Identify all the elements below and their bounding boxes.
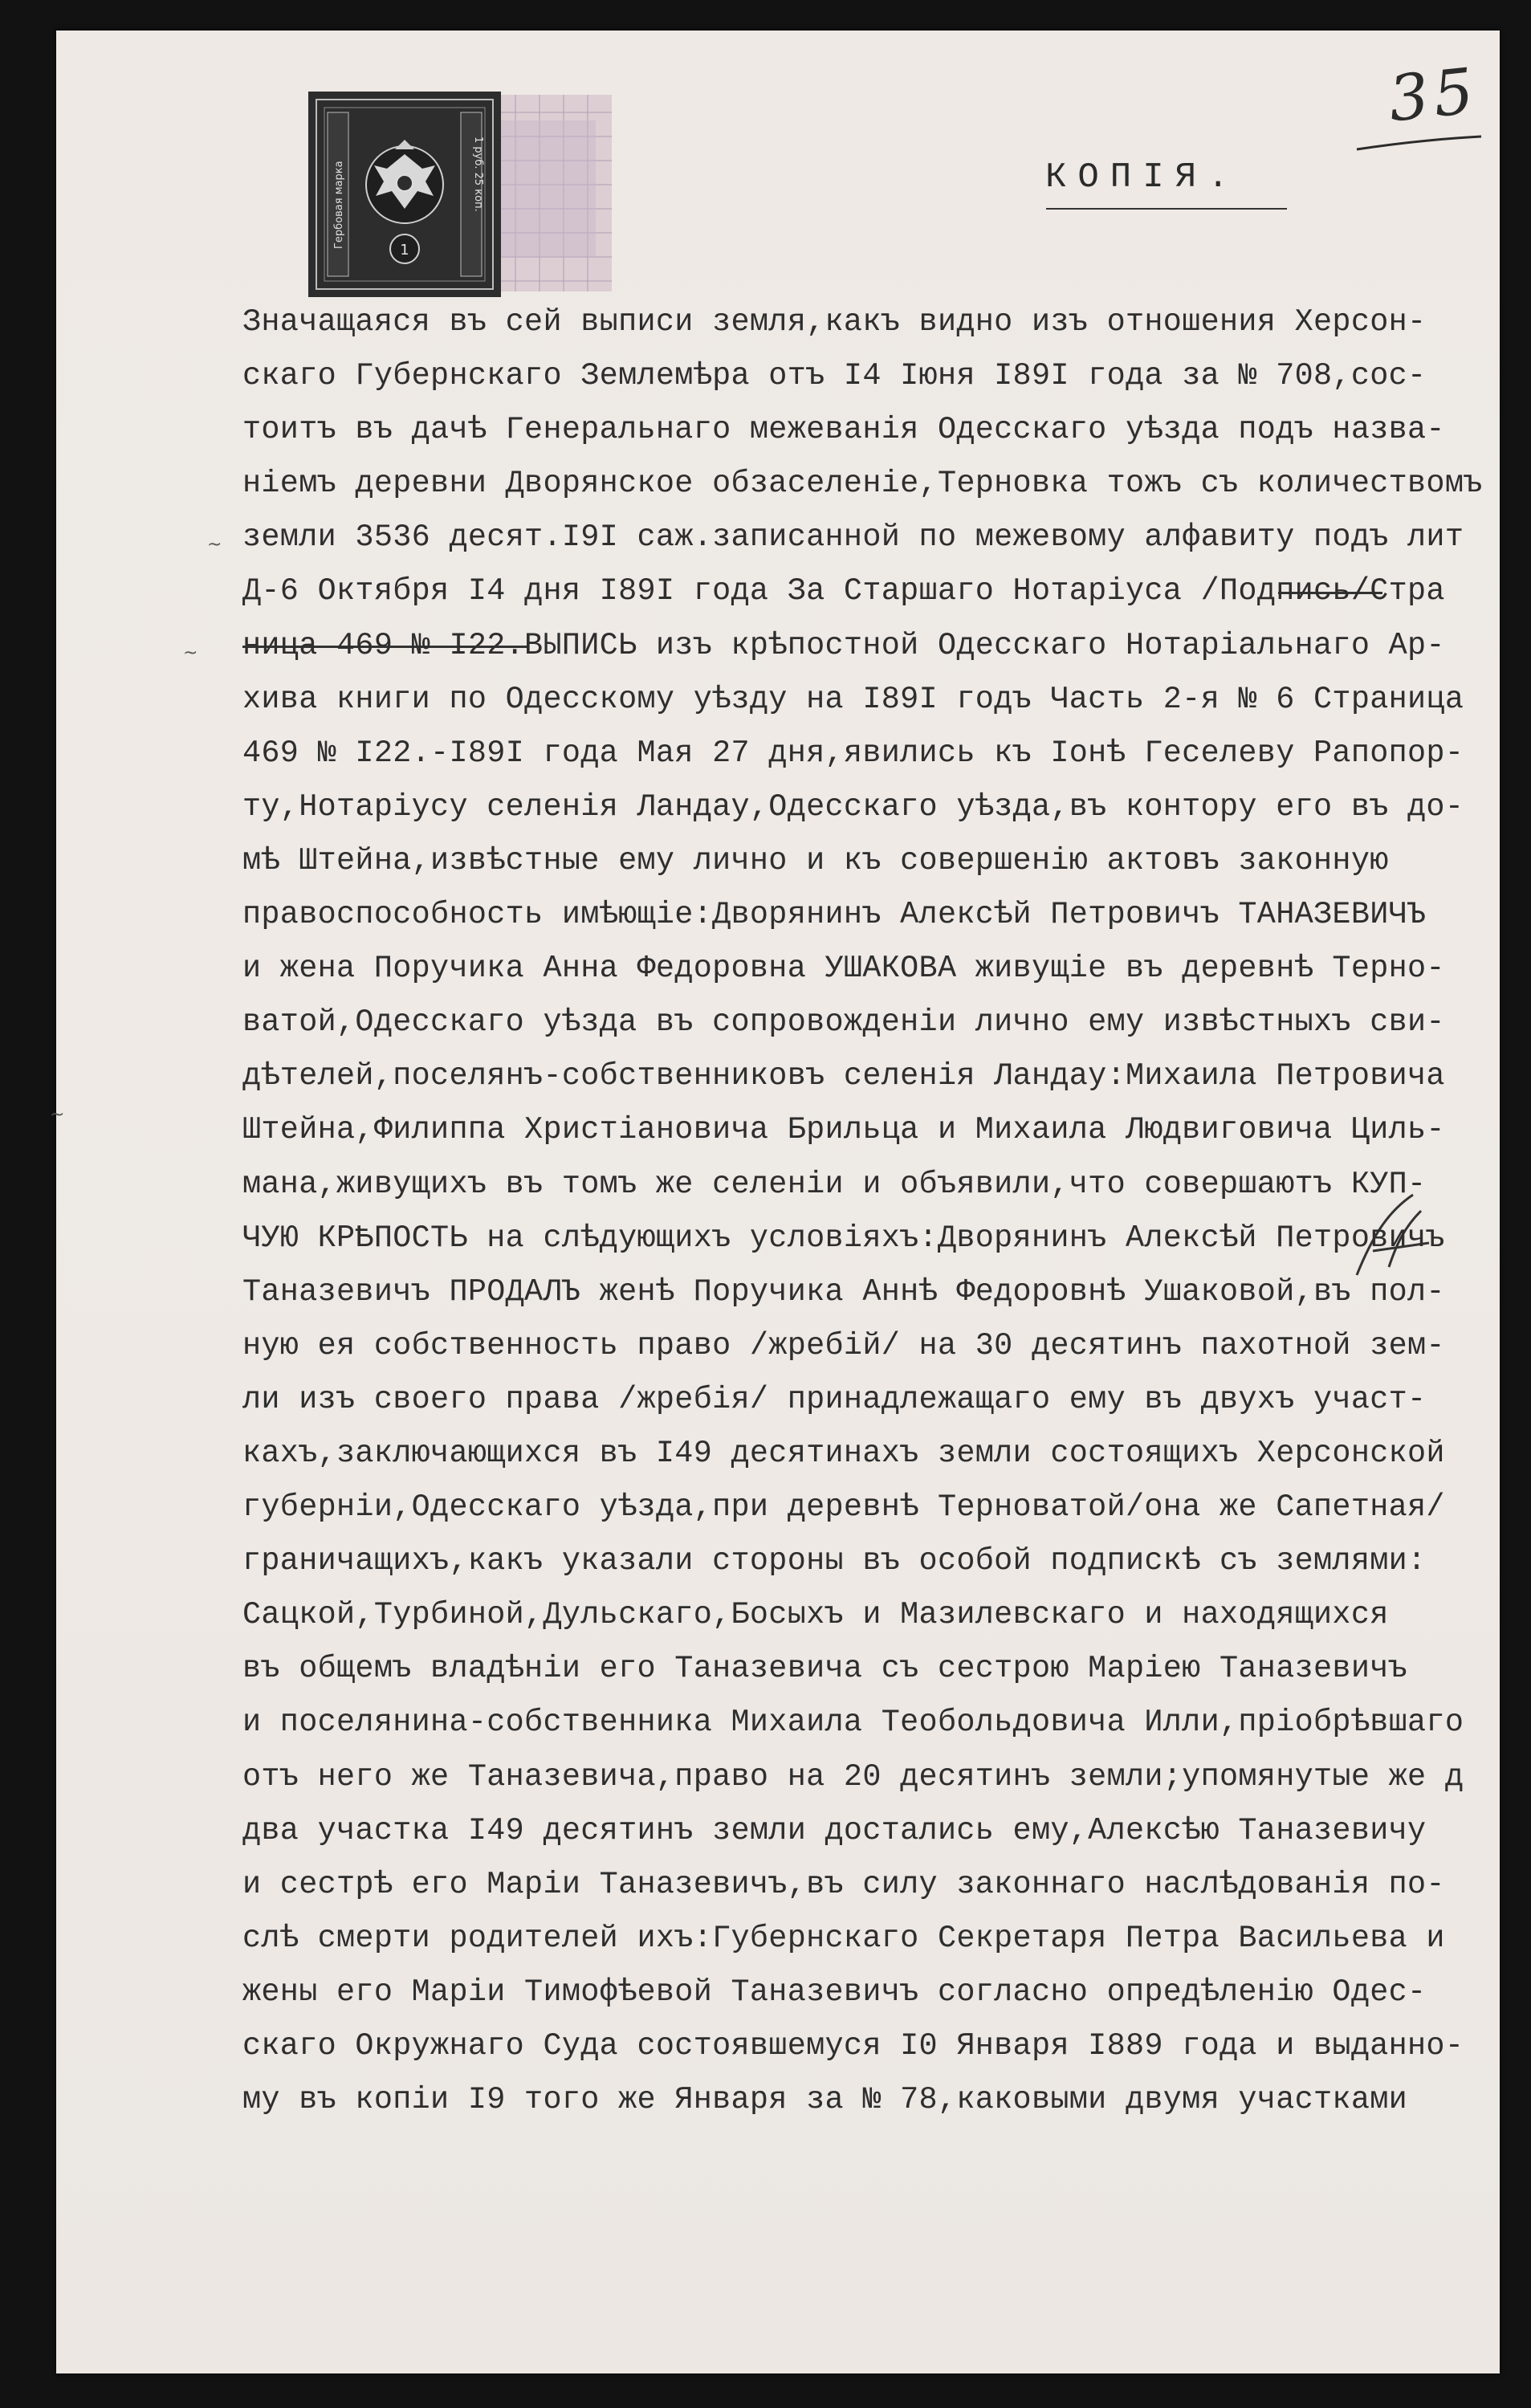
text-line: Значащаяся въ сей выписи земля,какъ видно изъ отношения Херсон- [242,304,1427,340]
margin-mark: ~ [207,535,222,555]
text-line: правоспособность имѣющіе:Дворянинъ Алексѣй Петровичъ ТАНАЗЕВИЧЪ [242,897,1427,933]
revenue-stamp-label: Гербовая марка [333,161,345,249]
text-line: ЧУЮ КРѢПОСТЬ на слѣдующихъ условіяхъ:Дворянинъ Алексѣй Петровичъ [242,1220,1445,1256]
text-line: въ общемъ владѣніи его Танaзевича съ сестрою Маріею Танaзевичъ [242,1651,1408,1687]
text-line: два участка I49 десятинъ земли достались ему,Алексѣю Танaзевичу [242,1812,1427,1848]
text-line: кахъ,заключающихся въ I49 десятинахъ земли состоящихъ Херсонской [242,1435,1445,1471]
revenue-stamp-icon [307,88,615,304]
text-line: губерніи,Одесскаго уѣзда,при деревнѣ Терноватой/она же Сапетная/ [242,1489,1445,1526]
text-line: слѣ смерти родителей ихъ:Губернскаго Секретаря Петра Васильева и [242,1920,1445,1956]
text-line: ніемъ деревни Дворянское обзаселеніе,Терновка тожъ съ количествомъ [242,466,1483,502]
text-line: дѣтелей,поселянъ-собственниковъ селенія Ландау:Михаила Петровича [242,1058,1445,1094]
text-line: Штейна,Филиппа Христіановича Брильца и Михаила Людвиговича Циль- [242,1112,1445,1148]
folio-number-text: 35 [1385,55,1482,136]
revenue-stamp [307,88,615,304]
text-line: хива книги по Одесскому уѣзду на I89I годъ Часть 2-я № 6 Страница [242,681,1464,717]
text-line: ватой,Одесскаго уѣзда въ сопровожденіи лично ему извѣстныхъ сви- [242,1004,1445,1041]
document-title: КОПІЯ. [1045,157,1240,198]
text-line: ту,Нотаріусу селенія Ландау,Одесскаго уѣзда,въ контору его въ до- [242,788,1464,825]
text-line: мѣ Штейна,извѣстные ему лично и къ совершенію актовъ законную [242,842,1389,878]
title-underline [1046,208,1287,210]
text-line: Сацкой,Турбиной,Дульскаго,Босыхъ и Мазилевскаго и находящихся [242,1597,1389,1633]
text-line: и жена Поручика Анна Федоровна УШАКОВА живущіе въ деревнѣ Терно- [242,951,1445,987]
text-line: и сестрѣ его Маріи Танaзевичъ,въ силу законнаго наслѣдованія по- [242,1866,1445,1902]
revenue-stamp-price: 1 руб. 25 коп. [472,136,484,212]
text-line: му въ копіи I9 того же Января за № 78,каковыми двумя участками [242,2082,1408,2118]
svg-text:1: 1 [400,242,409,259]
text-line: ную ея собственность право /жребій/ на 30 десятинъ пахотной зем- [242,1327,1445,1363]
text-line: тоитъ въ дачѣ Генеральнаго межеванія Одесскаго уѣзда подъ назва- [242,412,1445,448]
text-line: земли 3536 десят.I9I саж.записанной по межевому алфавиту подъ лит [242,519,1464,556]
folio-underline [1341,53,1501,173]
text-line: скаго Окружнаго Суда состоявшемуся I0 Января I889 года и выданно- [242,2028,1464,2064]
text-line: отъ него же Танaзевича,право на 20 десятинъ земли;упомянутые же д [242,1758,1464,1795]
document-body [242,295,1495,2127]
text-line: мана,живущихъ въ томъ же селеніи и объявили,что совершаютъ КУП- [242,1166,1427,1202]
margin-mark: ~ [183,643,198,663]
text-line: и поселянина-собственника Михаила Теобольдовича Илли,пріобрѣвшаго [242,1705,1464,1741]
text-line: Д-6 Октября I4 дня I89I года За Старшаго Нотаріуса /Подпись/Стра [242,573,1445,609]
folio-number [1341,53,1501,173]
margin-mark: ~ [50,1105,65,1125]
text-line: Танaзевичъ ПРОДАЛЪ женѣ Поручика Аннѣ Федоровнѣ Ушаковой,въ пол- [242,1273,1445,1310]
text-line: ница 469 № I22.ВЫПИСЬ изъ крѣпостной Одесскаго Нотаріальнаго Ар- [242,627,1445,663]
text-line: 469 № I22.-I89I года Мая 27 дня,явились къ Іонѣ Геселеву Рапопор- [242,735,1464,771]
document-page [50,31,1500,2373]
text-line: жены его Маріи Тимофѣевой Танaзевичъ согласно опредѣленію Одес- [242,1974,1427,2010]
text-line: ли изъ своего права /жребія/ принадлежащаго ему въ двухъ участ- [242,1381,1427,1417]
text-line: скаго Губернскаго Землемѣра отъ I4 Іюня I89I года за № 708,сос- [242,358,1427,394]
text-line: граничащихъ,какъ указали стороны въ особой подпискѣ съ землями: [242,1543,1427,1579]
